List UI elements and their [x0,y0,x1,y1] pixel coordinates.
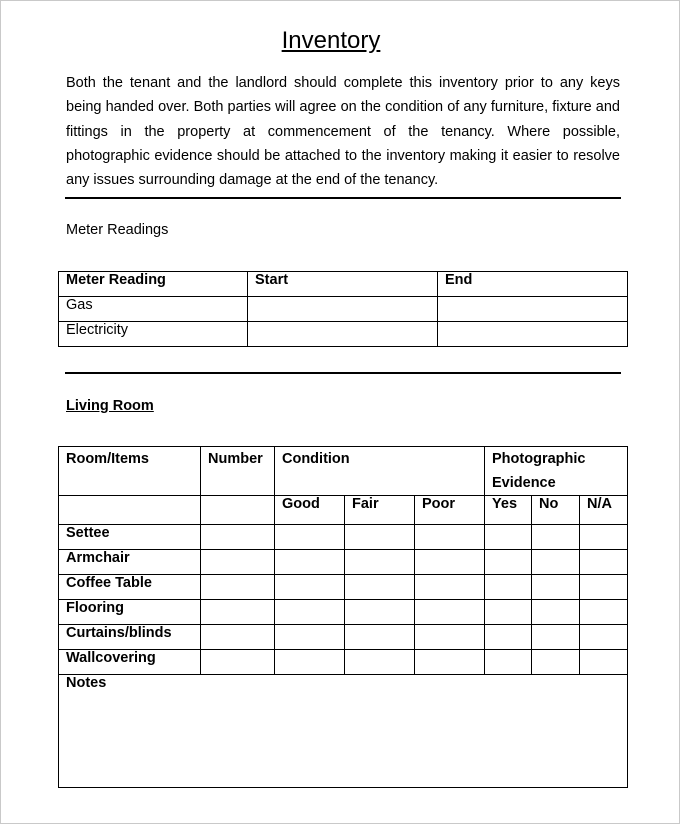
header-photographic-evidence: Photographic Evidence [485,447,628,496]
no-cell[interactable] [532,600,580,625]
no-cell[interactable] [532,650,580,675]
meter-row-label: Gas [59,297,248,322]
na-cell[interactable] [580,625,628,650]
na-cell[interactable] [580,600,628,625]
poor-cell[interactable] [415,600,485,625]
good-cell[interactable] [275,625,345,650]
meter-row-label: Electricity [59,322,248,347]
na-cell[interactable] [580,575,628,600]
poor-cell[interactable] [415,625,485,650]
na-cell[interactable] [580,525,628,550]
subheader-no: No [532,496,580,525]
number-cell[interactable] [201,650,275,675]
meter-header-end: End [438,272,628,297]
meter-start-cell[interactable] [248,322,438,347]
subheader-yes: Yes [485,496,532,525]
no-cell[interactable] [532,625,580,650]
item-label: Flooring [59,600,201,625]
yes-cell[interactable] [485,600,532,625]
good-cell[interactable] [275,575,345,600]
room-subheader-row [59,496,628,525]
number-cell[interactable] [201,550,275,575]
na-cell[interactable] [580,550,628,575]
good-cell[interactable] [275,600,345,625]
room-header-row [59,447,628,496]
fair-cell[interactable] [345,550,415,575]
good-cell[interactable] [275,550,345,575]
header-condition: Condition [275,447,485,496]
subheader-empty [201,496,275,525]
table-row [59,650,628,675]
poor-cell[interactable] [415,550,485,575]
table-row [59,600,628,625]
good-cell[interactable] [275,650,345,675]
na-cell[interactable] [580,650,628,675]
yes-cell[interactable] [485,575,532,600]
meter-readings-label: Meter Readings [66,222,169,238]
header-number: Number [201,447,275,496]
meter-readings-table [58,271,628,347]
fair-cell[interactable] [345,625,415,650]
subheader-empty [59,496,201,525]
subheader-na: N/A [580,496,628,525]
meter-header-reading: Meter Reading [59,272,248,297]
living-room-table [58,446,628,788]
document-title: Inventory [281,27,381,54]
meter-end-cell[interactable] [438,297,628,322]
notes-area[interactable] [59,675,628,788]
fair-cell[interactable] [345,575,415,600]
table-row [59,525,628,550]
poor-cell[interactable] [415,525,485,550]
subheader-good: Good [275,496,345,525]
yes-cell[interactable] [485,525,532,550]
number-cell[interactable] [201,600,275,625]
yes-cell[interactable] [485,550,532,575]
table-row [59,575,628,600]
meter-row-electricity [59,322,628,347]
no-cell[interactable] [532,575,580,600]
subheader-poor: Poor [415,496,485,525]
subheader-fair: Fair [345,496,415,525]
yes-cell[interactable] [485,650,532,675]
fair-cell[interactable] [345,525,415,550]
number-cell[interactable] [201,625,275,650]
fair-cell[interactable] [345,650,415,675]
no-cell[interactable] [532,550,580,575]
meter-start-cell[interactable] [248,297,438,322]
divider-middle [65,372,621,374]
table-row [59,625,628,650]
good-cell[interactable] [275,525,345,550]
notes-row [59,675,628,788]
no-cell[interactable] [532,525,580,550]
yes-cell[interactable] [485,625,532,650]
item-label: Settee [59,525,201,550]
item-label: Curtains/blinds [59,625,201,650]
divider-top [65,197,621,199]
item-label: Wallcovering [59,650,201,675]
meter-row-gas [59,297,628,322]
poor-cell[interactable] [415,650,485,675]
poor-cell[interactable] [415,575,485,600]
intro-paragraph: Both the tenant and the landlord should complete this inventory prior to any keys being handed over. Both parties will agree on the condition of any furniture, fixture and fittings in the property at commencement of the tenancy. Where possible, photographic evidence should be attached to the inventory making it easier to resolve any issues surrounding damage at the end of the tenancy. [66,75,620,189]
table-row [59,550,628,575]
number-cell[interactable] [201,575,275,600]
living-room-heading: Living Room [66,398,154,414]
meter-end-cell[interactable] [438,322,628,347]
item-label: Armchair [59,550,201,575]
header-room-items: Room/Items [59,447,201,496]
number-cell[interactable] [201,525,275,550]
fair-cell[interactable] [345,600,415,625]
meter-header-start: Start [248,272,438,297]
item-label: Coffee Table [59,575,201,600]
meter-header-row [59,272,628,297]
notes-label: Notes [66,675,107,691]
